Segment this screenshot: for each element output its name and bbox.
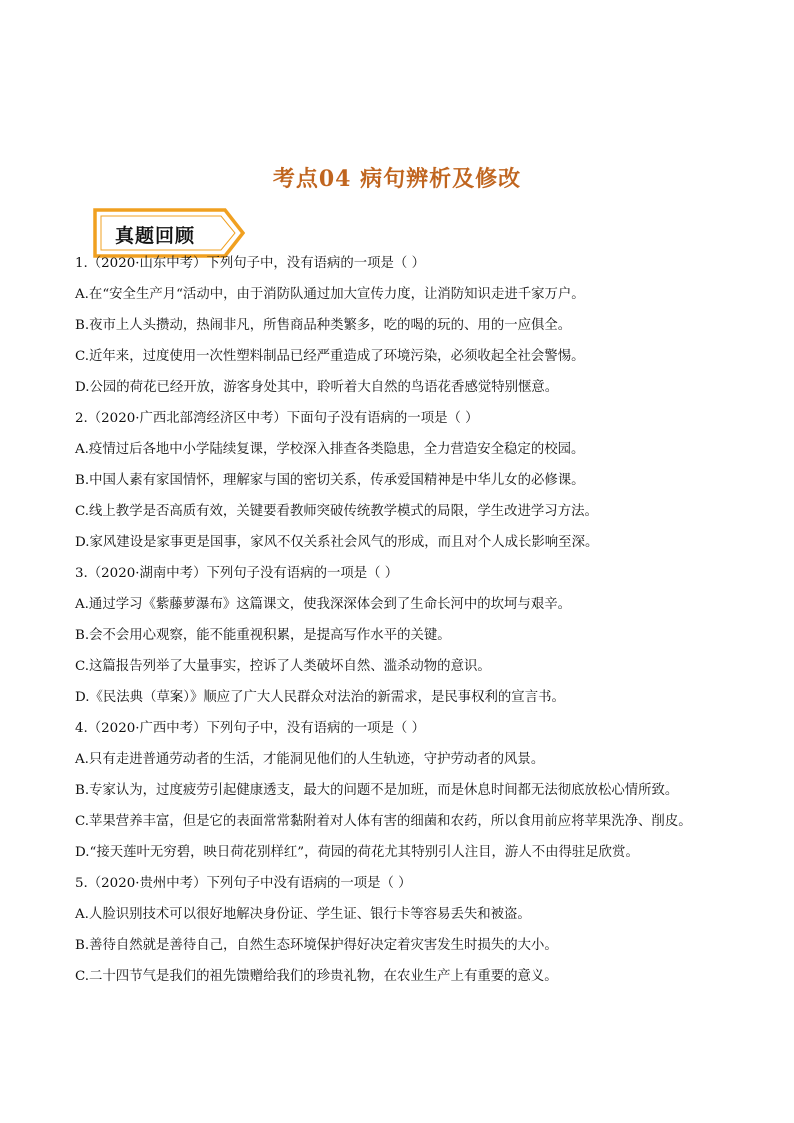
question-stem: 4.（2020·广西中考）下列句子中，没有语病的一项是（ ） xyxy=(75,721,425,736)
option-a: A.通过学习《紫藤萝瀑布》这篇课文，使我深深体会到了生命长河中的坎坷与艰辛。 xyxy=(75,597,571,612)
question-stem: 1.（2020·山东中考）下列句子中，没有语病的一项是（ ） xyxy=(75,256,425,271)
option-b: B.夜市上人头攒动，热闹非凡，所售商品种类繁多，吃的喝的玩的、用的一应俱全。 xyxy=(75,318,572,333)
question-stem: 5.（2020·贵州中考）下列句子中没有语病的一项是（ ） xyxy=(75,876,412,891)
option-d: D.家风建设是家事更是国事，家风不仅关系社会风气的形成，而且对个人成长影响至深。 xyxy=(75,535,599,550)
option-a: A.疫情过后各地中小学陆续复课，学校深入排查各类隐患，全力营造安全稳定的校园。 xyxy=(75,442,585,457)
option-d: D.《民法典（草案）》顺应了广大人民群众对法治的新需求，是民事权利的宣言书。 xyxy=(75,690,565,705)
option-d: D.“接天莲叶无穷碧，映日荷花别样红”，荷园的荷花尤其特别引人注目，游人不由得驻足欣赏。 xyxy=(75,845,639,860)
option-b: B.专家认为，过度疲劳引起健康透支，最大的问题不是加班，而是休息时间都无法彻底放松心情所致。 xyxy=(75,783,679,798)
option-d: D.公园的荷花已经开放，游客身处其中，聆听着大自然的鸟语花香感觉特别惬意。 xyxy=(75,380,559,395)
option-a: A.人脸识别技术可以很好地解决身份证、学生证、银行卡等容易丢失和被盗。 xyxy=(75,907,531,922)
option-b: B.善待自然就是善待自己，自然生态环境保护得好决定着灾害发生时损失的大小。 xyxy=(75,938,558,953)
option-a: A.在“安全生产月“活动中，由于消防队通过加大宣传力度，让消防知识走进千家万户。 xyxy=(75,287,585,302)
option-c: C.二十四节气是我们的祖先馈赠给我们的珍贵礼物，在农业生产上有重要的意义。 xyxy=(75,969,558,984)
option-c: C.近年来，过度使用一次性塑料制品已经严重造成了环境污染，必须收起全社会警惕。 xyxy=(75,349,585,364)
banner-label: 真题回顾 xyxy=(115,225,196,247)
option-a: A.只有走进普通劳动者的生活，才能洞见他们的人生轨迹，守护劳动者的风景。 xyxy=(75,752,545,767)
question-list xyxy=(75,248,725,992)
option-b: B.中国人素有家国情怀，理解家与国的密切关系，传承爱国精神是中华儿女的必修课。 xyxy=(75,473,585,488)
page-title: 考点04 病句辨析及修改 xyxy=(272,166,522,192)
option-c: C.线上教学是否高质有效，关键要看教师突破传统教学模式的局限，学生改进学习方法。 xyxy=(75,504,598,519)
option-c: C.苹果营养丰富，但是它的表面常常黏附着对人体有害的细菌和农药，所以食用前应将苹果洗净、削皮。 xyxy=(75,814,692,829)
question-stem: 3.（2020·湖南中考）下列句子没有语病的一项是（ ） xyxy=(75,566,399,581)
option-c: C.这篇报告列举了大量事实，控诉了人类破坏自然、滥杀动物的意识。 xyxy=(75,659,491,674)
question-stem: 2.（2020·广西北部湾经济区中考）下面句子没有语病的一项是（ ） xyxy=(75,411,479,426)
option-b: B.会不会用心观察，能不能重视积累，是提高写作水平的关键。 xyxy=(75,628,451,643)
